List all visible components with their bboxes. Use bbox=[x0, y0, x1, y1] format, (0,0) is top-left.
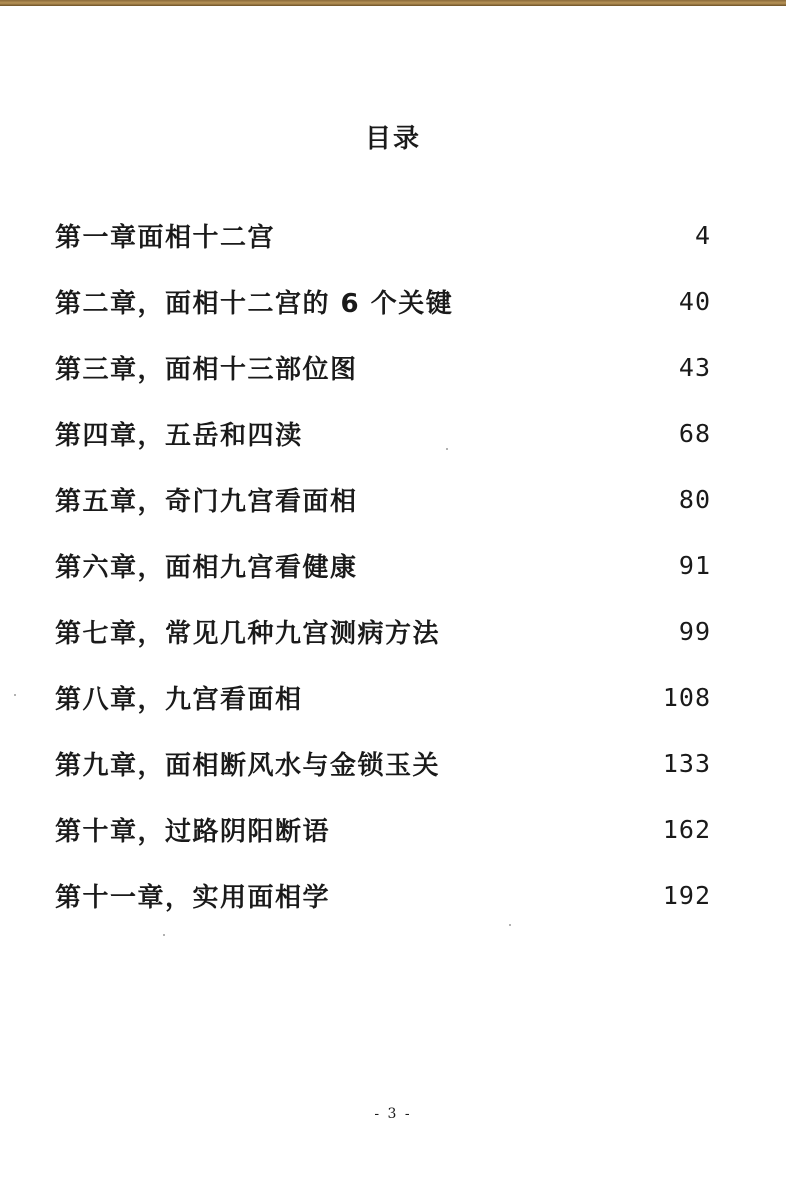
toc-chapter-title: 第十章，过路阴阳断语 bbox=[55, 816, 331, 847]
toc-page-number: 192 bbox=[662, 880, 711, 910]
toc-chapter-title: 第三章，面相十三部位图 bbox=[55, 354, 358, 385]
toc-page-number: 133 bbox=[662, 748, 711, 778]
toc-entry[interactable] bbox=[55, 400, 711, 466]
toc-chapter-title: 第一章面相十二宫 bbox=[55, 222, 276, 253]
toc-entry[interactable] bbox=[55, 268, 711, 334]
toc-page-number: 43 bbox=[678, 352, 711, 382]
toc-entry[interactable] bbox=[55, 334, 711, 400]
table-of-contents bbox=[55, 202, 711, 928]
toc-page-number: 68 bbox=[678, 418, 711, 448]
toc-entry[interactable] bbox=[55, 532, 711, 598]
scan-speck bbox=[509, 924, 511, 926]
toc-chapter-title: 第二章，面相十二宫的 6 个关键 bbox=[55, 288, 454, 319]
page-number-footer: - 3 - bbox=[374, 1106, 412, 1122]
toc-title: 目录 bbox=[364, 124, 421, 154]
toc-entry[interactable] bbox=[55, 796, 711, 862]
toc-entry[interactable] bbox=[55, 730, 711, 796]
toc-entry[interactable] bbox=[55, 862, 711, 928]
toc-chapter-title: 第五章，奇门九宫看面相 bbox=[55, 486, 358, 517]
toc-chapter-title: 第六章，面相九宫看健康 bbox=[55, 552, 358, 583]
toc-chapter-title: 第八章，九宫看面相 bbox=[55, 684, 303, 715]
toc-chapter-title: 第七章，常见几种九宫测病方法 bbox=[55, 618, 441, 649]
toc-page-number: 4 bbox=[694, 220, 711, 250]
toc-chapter-title: 第九章，面相断风水与金锁玉关 bbox=[55, 750, 441, 781]
toc-entry[interactable] bbox=[55, 466, 711, 532]
toc-entry[interactable] bbox=[55, 598, 711, 664]
toc-chapter-title: 第四章，五岳和四渎 bbox=[55, 420, 303, 451]
toc-entry[interactable] bbox=[55, 202, 711, 268]
toc-page-number: 162 bbox=[662, 814, 711, 844]
scan-speck bbox=[14, 694, 16, 696]
toc-chapter-title: 第十一章，实用面相学 bbox=[55, 882, 331, 913]
toc-page-number: 91 bbox=[678, 550, 711, 580]
toc-page-number: 80 bbox=[678, 484, 711, 514]
scan-speck bbox=[163, 934, 165, 936]
scan-speck bbox=[446, 448, 448, 450]
toc-page-number: 40 bbox=[678, 286, 711, 316]
toc-entry[interactable] bbox=[55, 664, 711, 730]
toc-page-number: 108 bbox=[662, 682, 711, 712]
toc-page-number: 99 bbox=[678, 616, 711, 646]
document-page bbox=[0, 6, 786, 1190]
